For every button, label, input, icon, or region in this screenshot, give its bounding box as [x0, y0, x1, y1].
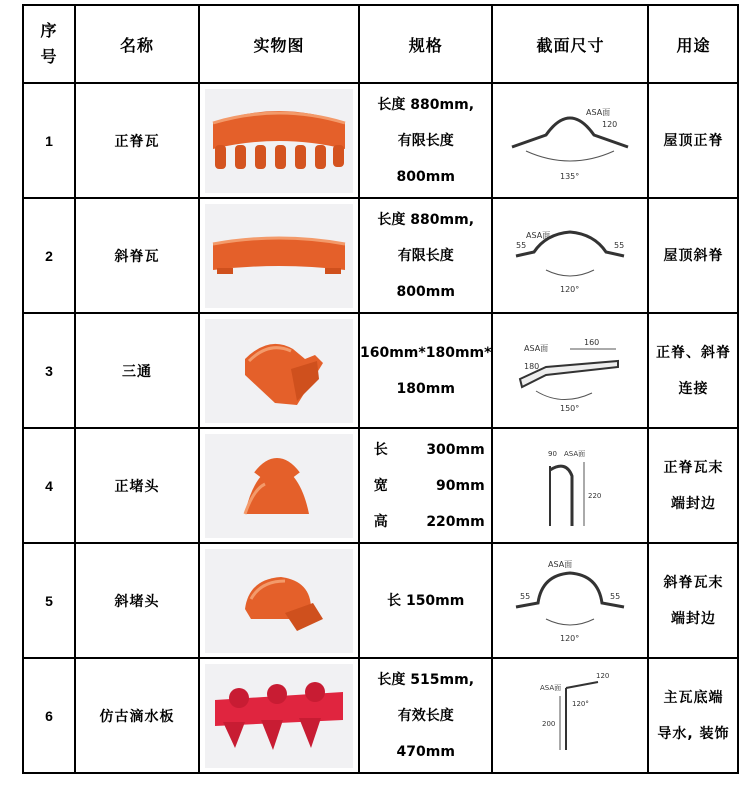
header-section: 截面尺寸 [492, 5, 648, 83]
header-use: 用途 [648, 5, 738, 83]
three-way-section-diagram [506, 321, 634, 421]
spec-cell: 长 150mm [359, 543, 492, 658]
table-row [23, 83, 738, 198]
table-row [23, 198, 738, 313]
spec-cell: 160mm*180mm* 180mm [359, 313, 492, 428]
svg-text:120°: 120° [572, 699, 590, 708]
three-way-photo [205, 319, 353, 423]
svg-text:120°: 120° [560, 284, 580, 294]
svg-text:135°: 135° [560, 171, 580, 181]
use-cell: 主瓦底端 导水, 装饰 [648, 658, 738, 773]
product-name: 斜堵头 [75, 543, 199, 658]
product-name: 正脊瓦 [75, 83, 199, 198]
svg-text:150°: 150° [560, 403, 580, 413]
svg-text:90: 90 [548, 449, 558, 458]
table-row [23, 313, 738, 428]
spec-cell: 长 300mm 宽 90mm 高 220mm [359, 428, 492, 543]
product-name: 仿古滴水板 [75, 658, 199, 773]
hip-end-cap-section-diagram [506, 551, 634, 651]
drip-board-section-diagram [506, 666, 634, 766]
section-cell [492, 658, 648, 773]
section-cell [492, 83, 648, 198]
table-row [23, 658, 738, 773]
ridge-end-cap-photo [205, 434, 353, 538]
header-row [23, 5, 738, 83]
use-cell: 正脊瓦末 端封边 [648, 428, 738, 543]
ridge-end-cap-section-diagram [506, 436, 634, 536]
product-photo-cell [199, 83, 359, 198]
svg-text:200: 200 [542, 719, 556, 728]
svg-text:55: 55 [610, 591, 621, 601]
spec-cell: 长度 515mm, 有效长度 470mm [359, 658, 492, 773]
product-name: 正堵头 [75, 428, 199, 543]
drip-board-photo [205, 664, 353, 768]
ridge-tile-photo [205, 89, 353, 193]
hip-tile-photo [205, 204, 353, 308]
svg-text:ASA面: ASA面 [548, 559, 573, 569]
header-photo: 实物图 [199, 5, 359, 83]
use-cell: 屋顶斜脊 [648, 198, 738, 313]
row-number: 3 [23, 313, 75, 428]
hip-section-diagram [506, 206, 634, 306]
svg-text:120: 120 [596, 671, 610, 680]
row-number: 6 [23, 658, 75, 773]
use-cell: 斜脊瓦末 端封边 [648, 543, 738, 658]
spec-cell: 长度 880mm, 有限长度 800mm [359, 83, 492, 198]
svg-text:ASA面: ASA面 [586, 107, 611, 117]
use-cell: 正脊、斜脊 连接 [648, 313, 738, 428]
section-cell [492, 313, 648, 428]
table-row [23, 543, 738, 658]
use-cell: 屋顶正脊 [648, 83, 738, 198]
svg-text:120°: 120° [560, 633, 580, 643]
header-spec: 规格 [359, 5, 492, 83]
product-photo-cell [199, 198, 359, 313]
hip-end-cap-photo [205, 549, 353, 653]
product-photo-cell [199, 313, 359, 428]
product-spec-table [22, 4, 739, 774]
row-number: 2 [23, 198, 75, 313]
product-photo-cell [199, 428, 359, 543]
header-no: 序号 [23, 5, 75, 83]
svg-text:ASA面: ASA面 [524, 343, 549, 353]
svg-text:120: 120 [602, 119, 618, 129]
ridge-section-diagram [506, 91, 634, 191]
row-number: 5 [23, 543, 75, 658]
row-number: 1 [23, 83, 75, 198]
spec-cell: 长度 880mm, 有限长度 800mm [359, 198, 492, 313]
svg-text:220: 220 [588, 491, 602, 500]
row-number: 4 [23, 428, 75, 543]
svg-text:ASA面: ASA面 [540, 683, 562, 692]
product-name: 斜脊瓦 [75, 198, 199, 313]
svg-text:160: 160 [584, 337, 600, 347]
product-photo-cell [199, 543, 359, 658]
section-cell [492, 428, 648, 543]
svg-text:55: 55 [516, 240, 527, 250]
svg-text:ASA面: ASA面 [526, 230, 551, 240]
product-name: 三通 [75, 313, 199, 428]
table-row [23, 428, 738, 543]
svg-text:55: 55 [614, 240, 625, 250]
section-cell [492, 198, 648, 313]
svg-text:ASA面: ASA面 [564, 449, 586, 458]
product-photo-cell [199, 658, 359, 773]
section-cell [492, 543, 648, 658]
svg-text:180: 180 [524, 361, 540, 371]
header-name: 名称 [75, 5, 199, 83]
svg-text:55: 55 [520, 591, 531, 601]
